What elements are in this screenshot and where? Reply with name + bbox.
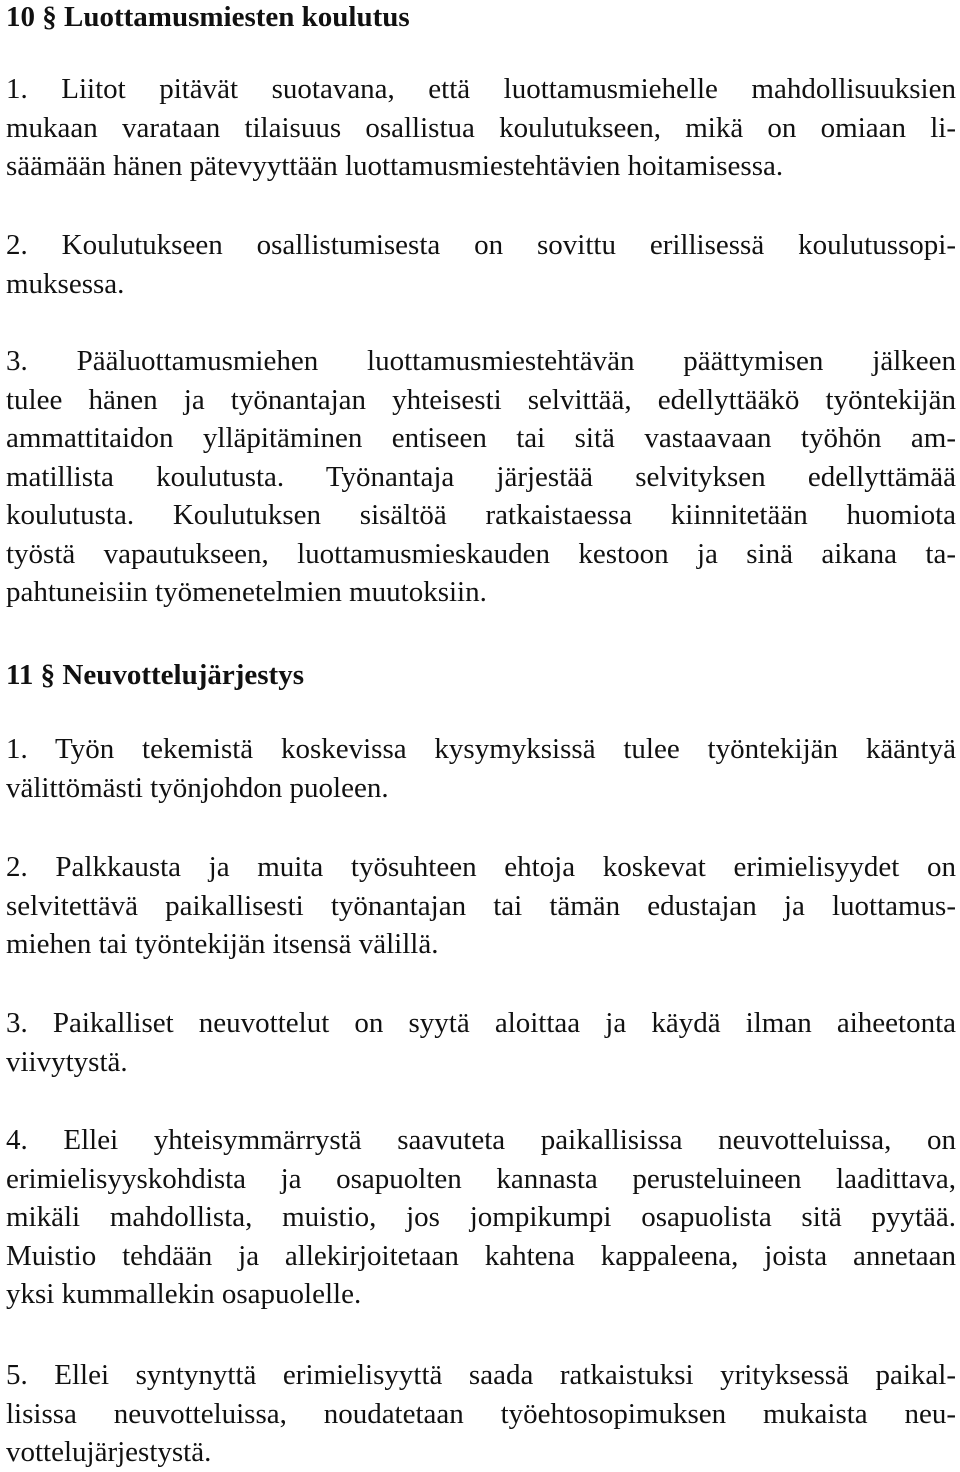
text-line: 1. Liitot pitävät suotavana, että luottamusmiehelle mahdollisuuksien bbox=[6, 73, 956, 105]
text-line: pahtuneisiin työmenetelmien muutoksiin. bbox=[6, 576, 487, 608]
text-line: 1. Työn tekemistä koskevissa kysymyksissä tulee työntekijän kääntyä bbox=[6, 733, 956, 765]
section-heading: 10 § Luottamusmiesten koulutus bbox=[6, 1, 410, 33]
text-line: työstä vapautukseen, luottamusmieskauden kestoon ja sinä aikana ta- bbox=[6, 537, 956, 570]
paragraph-11-5 bbox=[6, 1356, 956, 1472]
paragraph-10-3 bbox=[6, 342, 956, 612]
text-line: säämään hänen pätevyyttään luottamusmiestehtävien hoitamisessa. bbox=[6, 150, 784, 182]
text-line: välittömästi työnjohdon puoleen. bbox=[6, 771, 389, 804]
paragraph-11-2 bbox=[6, 848, 956, 964]
text-line: selvitettävä paikallisesti työnantajan tai tämän edustajan ja luottamus- bbox=[6, 889, 956, 922]
text-line: 2. Koulutukseen osallistumisesta on sovittu erillisessä koulutussopi- bbox=[6, 229, 956, 261]
text-line: viivytystä. bbox=[6, 1045, 128, 1078]
text-line: 3. Pääluottamusmiehen luottamusmiestehtävän päättymisen jälkeen bbox=[6, 345, 956, 377]
text-line: yksi kummallekin osapuolelle. bbox=[6, 1278, 362, 1310]
text-line: ammattitaidon ylläpitäminen entiseen tai sitä vastaavaan työhön am- bbox=[6, 422, 956, 454]
text-line: lisissa neuvotteluissa, noudatetaan työehtosopimuksen mukaista neu- bbox=[6, 1397, 956, 1430]
paragraph-11-1 bbox=[6, 730, 956, 807]
text-line: vottelujärjestystä. bbox=[6, 1436, 212, 1468]
text-line: 3. Paikalliset neuvottelut on syytä aloittaa ja käydä ilman aiheetonta bbox=[6, 1007, 956, 1039]
text-line: 2. Palkkausta ja muita työsuhteen ehtoja koskevat erimielisyydet on bbox=[6, 851, 956, 883]
text-line: mikäli mahdollista, muistio, jos jompikumpi osapuolista sitä pyytää. bbox=[6, 1201, 956, 1233]
text-line: tulee hänen ja työnantajan yhteisesti selvittää, edellyttääkö työntekijän bbox=[6, 383, 956, 416]
paragraph-10-2 bbox=[6, 226, 956, 303]
text-line: 4. Ellei yhteisymmärrystä saavuteta paikallisissa neuvotteluissa, on bbox=[6, 1124, 956, 1156]
text-line: Muistio tehdään ja allekirjoitetaan kahtena kappaleena, joista annetaan bbox=[6, 1239, 956, 1272]
text-line: 5. Ellei syntynyttä erimielisyyttä saada ratkaistuksi yrityksessä paikal- bbox=[6, 1359, 956, 1391]
text-line: muksessa. bbox=[6, 267, 125, 300]
paragraph-11-3 bbox=[6, 1004, 956, 1081]
paragraph-10-1 bbox=[6, 70, 956, 186]
text-line: miehen tai työntekijän itsensä välillä. bbox=[6, 928, 439, 960]
section-10 bbox=[6, 2, 956, 33]
paragraph-11-4 bbox=[6, 1121, 956, 1314]
section-heading: 11 § Neuvottelujärjestys bbox=[6, 659, 305, 691]
text-line: matillista koulutusta. Työnantaja järjestää selvityksen edellyttämää bbox=[6, 460, 956, 493]
text-line: mukaan varataan tilaisuus osallistua koulutukseen, mikä on omiaan li- bbox=[6, 111, 956, 144]
text-line: erimielisyyskohdista ja osapuolten kannasta perusteluineen laadittava, bbox=[6, 1162, 956, 1195]
section-11 bbox=[6, 660, 956, 691]
text-line: koulutusta. Koulutuksen sisältöä ratkaistaessa kiinnitetään huomiota bbox=[6, 499, 956, 531]
